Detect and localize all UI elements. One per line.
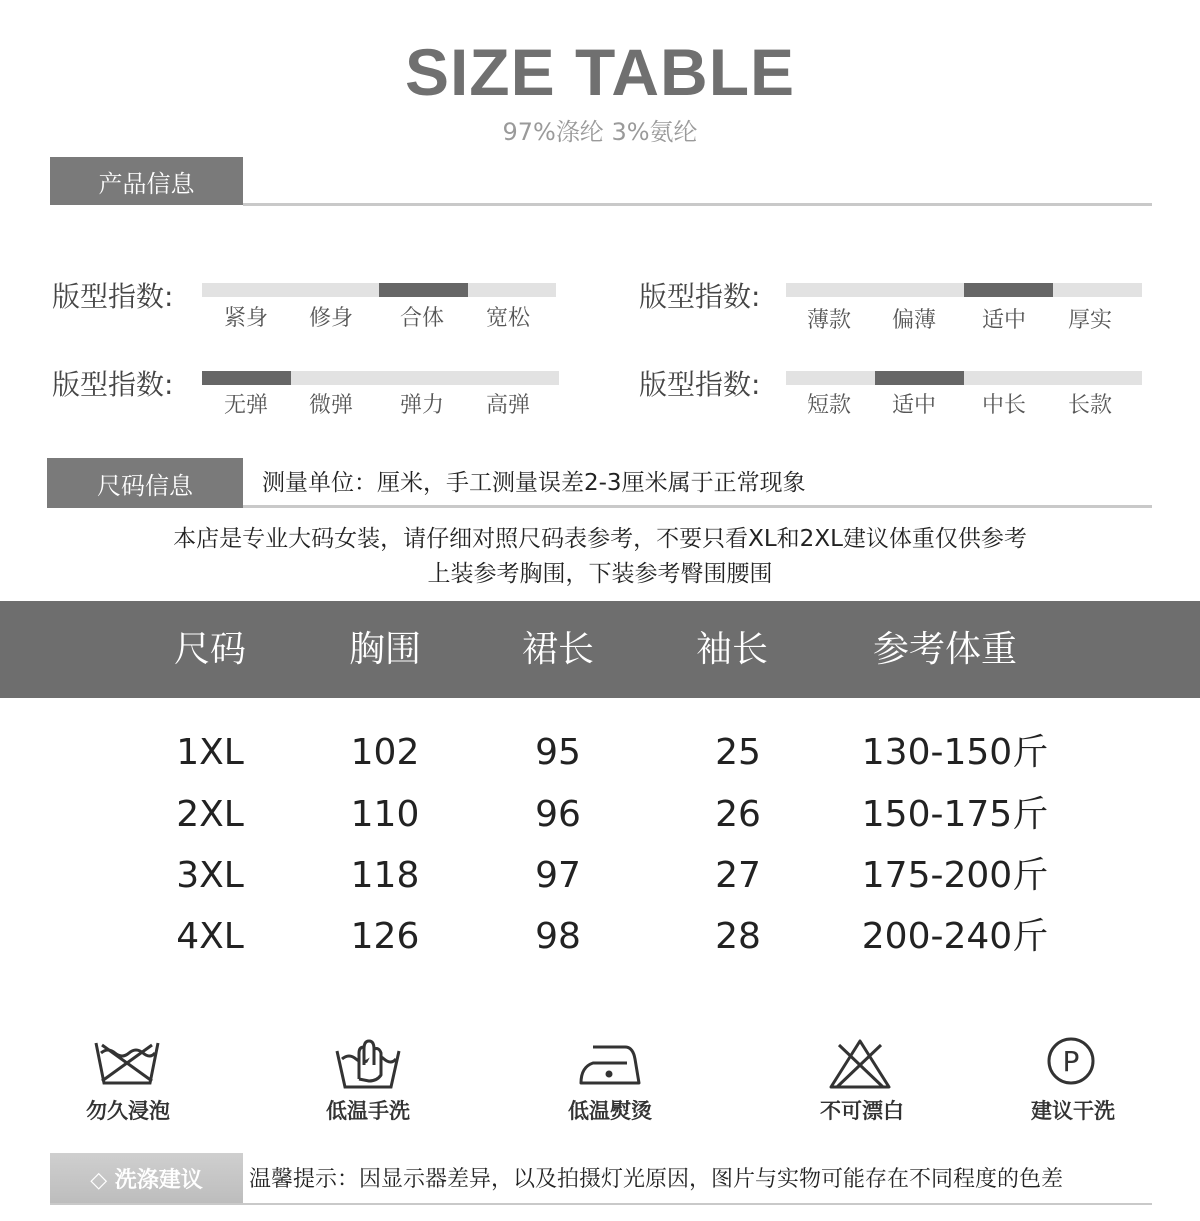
cell-size: 2XL — [176, 794, 244, 835]
column-header-dress-length: 裙长 — [521, 629, 594, 670]
product-info-tab: 产品信息 — [50, 157, 243, 205]
cell-size: 3XL — [176, 855, 244, 896]
length-index-bar — [786, 371, 1142, 385]
cell-bust: 126 — [350, 916, 420, 957]
size-notice-line-1: 本店是专业大码女装，请仔细对照尺码表参考，不要只看XL和2XL建议体重仅供参考 — [173, 526, 1027, 552]
hand-wash-icon — [333, 1035, 403, 1091]
stretch-index-label: 版型指数: — [52, 368, 174, 401]
length-option: 适中 — [891, 393, 936, 418]
length-option: 长款 — [1067, 393, 1112, 418]
no-bleach-icon — [825, 1035, 895, 1091]
cell-size: 4XL — [176, 916, 244, 957]
stretch-option: 无弹 — [223, 393, 268, 418]
cell-dress-length: 96 — [535, 794, 581, 835]
care-label-hand-wash: 低温手洗 — [326, 1099, 410, 1123]
thickness-index-bar — [786, 283, 1142, 297]
cell-sleeve-length: 27 — [715, 855, 761, 896]
size-info-tab: 尺码信息 — [47, 458, 243, 508]
page-title: SIZE TABLE — [404, 35, 796, 109]
thickness-option: 适中 — [981, 308, 1026, 333]
column-header-size: 尺码 — [173, 629, 246, 670]
color-difference-tip: 温馨提示：因显示器差异，以及拍摄灯光原因，图片与实物可能存在不同程度的色差 — [249, 1167, 1064, 1192]
length-index-fill — [875, 371, 964, 385]
fit-index-bar — [202, 283, 556, 297]
cell-sleeve-length: 25 — [715, 732, 761, 773]
column-header-weight: 参考体重 — [872, 629, 1017, 670]
fit-index-label: 版型指数: — [52, 280, 174, 313]
thickness-option: 厚实 — [1067, 308, 1112, 333]
svg-text:P: P — [1062, 1045, 1080, 1078]
thickness-option: 薄款 — [806, 308, 851, 333]
cell-dress-length: 97 — [535, 855, 581, 896]
fit-option: 合体 — [399, 306, 444, 331]
thickness-index-fill — [964, 283, 1053, 297]
size-info-divider — [243, 505, 1152, 508]
cell-sleeve-length: 26 — [715, 794, 761, 835]
cell-weight: 200-240斤 — [861, 916, 1049, 957]
thickness-index-label: 版型指数: — [639, 280, 761, 313]
care-label-no-soak: 勿久浸泡 — [86, 1099, 170, 1123]
cell-bust: 102 — [350, 732, 420, 773]
fit-option: 宽松 — [485, 306, 530, 331]
length-option: 中长 — [981, 393, 1026, 418]
iron-low-icon — [575, 1037, 645, 1093]
stretch-index-fill — [202, 371, 291, 385]
cell-size: 1XL — [176, 732, 244, 773]
stretch-index-bar — [202, 371, 559, 385]
cell-weight: 175-200斤 — [861, 855, 1049, 896]
length-index-label: 版型指数: — [639, 368, 761, 401]
fit-option: 修身 — [308, 306, 353, 331]
no-soak-icon — [92, 1037, 162, 1093]
stretch-option: 高弹 — [485, 393, 530, 418]
cell-dress-length: 98 — [535, 916, 581, 957]
column-header-bust: 胸围 — [348, 629, 421, 670]
cell-bust: 118 — [350, 855, 420, 896]
washing-advice-tab: ◇ 洗涤建议 — [50, 1153, 243, 1203]
size-notice-line-2: 上装参考胸围，下装参考臀围腰围 — [427, 561, 773, 587]
size-table-header — [0, 601, 1200, 698]
fit-option: 紧身 — [223, 306, 268, 331]
cell-dress-length: 95 — [535, 732, 581, 773]
thickness-option: 偏薄 — [891, 308, 936, 333]
stretch-option: 微弹 — [308, 393, 353, 418]
measure-note: 测量单位：厘米，手工测量误差2-3厘米属于正常现象 — [262, 470, 806, 496]
stretch-option: 弹力 — [399, 393, 444, 418]
cell-bust: 110 — [350, 794, 420, 835]
care-label-dry-clean: 建议干洗 — [1031, 1099, 1115, 1123]
length-option: 短款 — [806, 393, 851, 418]
footer-divider — [50, 1203, 1152, 1205]
care-label-no-bleach: 不可漂白 — [820, 1099, 904, 1123]
fit-index-fill — [379, 283, 468, 297]
cell-sleeve-length: 28 — [715, 916, 761, 957]
dry-clean-icon — [1036, 1035, 1106, 1091]
column-header-sleeve-length: 袖长 — [695, 629, 768, 670]
product-info-divider — [243, 203, 1152, 206]
cell-weight: 150-175斤 — [861, 794, 1049, 835]
cell-weight: 130-150斤 — [861, 732, 1049, 773]
care-label-iron-low: 低温熨烫 — [568, 1099, 652, 1123]
material-composition: 97%涤纶 3%氨纶 — [502, 118, 698, 146]
